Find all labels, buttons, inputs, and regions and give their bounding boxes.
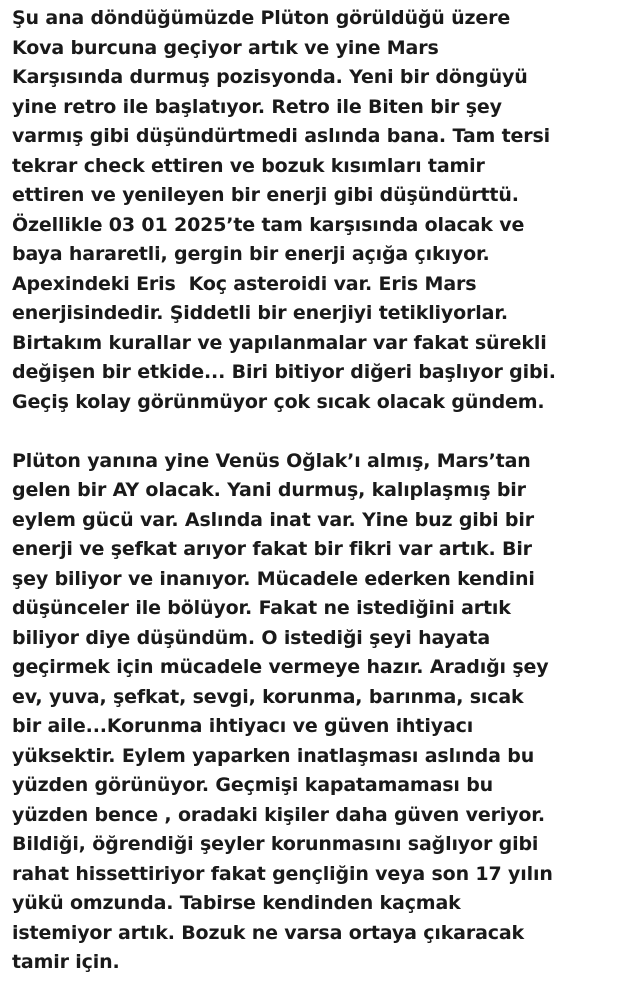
paragraph-spacer: [12, 417, 618, 447]
text-line: Plüton yanına yine Venüs Oğlak’ı almış, Mars’tan: [12, 449, 531, 472]
text-line: şey biliyor ve inanıyor. Mücadele ederken kendini: [12, 567, 535, 590]
paragraph-pluto-aquarius: [12, 4, 618, 417]
text-line: rahat hissettiriyor fakat gençliğin veya son 17 yılın: [12, 862, 553, 885]
text-line: yükü omzunda. Tabirse kendinden kaçmak: [12, 892, 461, 914]
text-line: Kova burcuna geçiyor artık ve yine Mars: [12, 36, 439, 59]
text-line: enerji ve şefkat arıyor fakat bir fikri var artık. Bir: [12, 538, 532, 560]
text-line: yine retro ile başlatıyor. Retro ile Biten bir şey: [12, 95, 502, 118]
text-line: Karşısında durmuş pozisyonda. Yeni bir döngüyü: [12, 66, 528, 88]
text-line: yüzden görünüyor. Geçmişi kapatamaması bu: [12, 774, 494, 796]
text-line: gelen bir AY olacak. Yani durmuş, kalıplaşmış bir: [12, 479, 526, 501]
paragraph-pluto-venus: [12, 447, 618, 978]
text-line: Birtakım kurallar ve yapılanmalar var fakat sürekli: [12, 331, 547, 354]
text-line: ettiren ve yenileyen bir enerji gibi düşündürttü.: [12, 184, 519, 206]
text-line: değişen bir etkide... Biri bitiyor diğeri başlıyor gibi.: [12, 361, 556, 383]
text-line: Apexindeki Eris Koç asteroidi var. Eris Mars: [12, 272, 477, 295]
text-line: yüzden bence , oradaki kişiler daha güven veriyor.: [12, 803, 545, 826]
note-text: [12, 4, 618, 978]
text-line: istemiyor artık. Bozuk ne varsa ortaya çıkaracak: [12, 921, 525, 944]
text-line: geçirmek için mücadele vermeye hazır. Aradığı şey: [12, 656, 549, 678]
text-line: Bildiği, öğrendiği şeyler korunmasını sağlıyor gibi: [12, 833, 539, 855]
text-line: eylem gücü var. Aslında inat var. Yine buz gibi bir: [12, 508, 534, 531]
text-line: tamir için.: [12, 951, 120, 973]
text-line: düşünceler ile bölüyor. Fakat ne istediğini artık: [12, 597, 511, 619]
text-line: biliyor diye düşündüm. O istediği şeyi hayata: [12, 626, 491, 649]
text-line: Şu ana döndüğümüzde Plüton görüldüğü üzere: [12, 7, 511, 29]
text-line: tekrar check ettiren ve bozuk kısımları tamir: [12, 154, 485, 177]
text-line: varmış gibi düşündürtmedi aslında bana. Tam tersi: [12, 125, 551, 147]
text-line: bir aile...Korunma ihtiyacı ve güven ihtiyacı: [12, 715, 474, 737]
text-line: yüksektir. Eylem yaparken inatlaşması aslında bu: [12, 744, 535, 767]
text-line: enerjisindedir. Şiddetli bir enerjiyi tetikliyorlar.: [12, 302, 508, 324]
text-line: Geçiş kolay görünmüyor çok sıcak olacak gündem.: [12, 390, 545, 413]
text-line: ev, yuva, şefkat, sevgi, korunma, barınma, sıcak: [12, 685, 524, 708]
text-line: baya hararetli, gergin bir enerji açığa çıkıyor.: [12, 243, 490, 265]
text-line: Özellikle 03 01 2025’te tam karşısında olacak ve: [12, 213, 525, 236]
